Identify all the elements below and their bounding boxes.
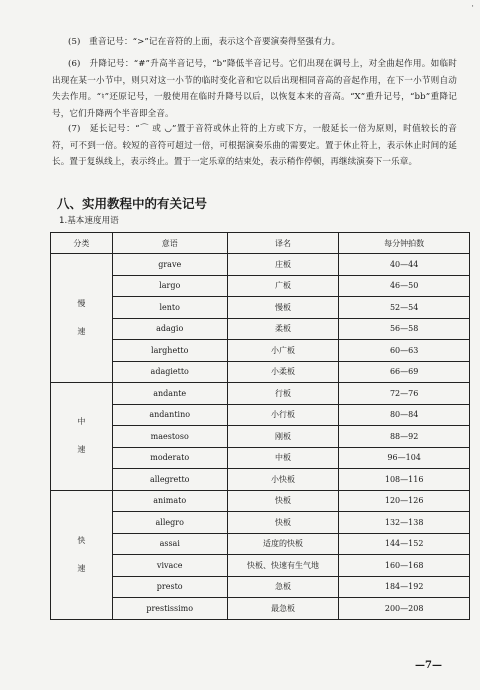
bpm-cell: 88—92 xyxy=(339,426,470,448)
table-row xyxy=(51,533,470,555)
translation-cell: 快板 xyxy=(227,490,339,512)
table-row xyxy=(51,361,470,383)
italian-term-cell: assai xyxy=(112,533,227,555)
bpm-cell: 108—116 xyxy=(339,469,470,491)
bpm-cell: 52—54 xyxy=(339,297,470,319)
paragraph-accidentals: (6) 升降记号：“#”升高半音记号，“b”降低半音记号。它们出现在调号上，对全曲起作用。如临时出现在某一小节中，则只对这一小节的临时变化音和它以后出现相同音高的音起作用，在下一小节则自动失去作用。“♮”还原记号，一般使用在临时升降号以后，以恢复本来的音高。“X”重升记号，“bb”重降记号，它们升降两个半音即全音。 xyxy=(52,59,457,119)
bpm-cell: 200—208 xyxy=(339,598,470,620)
italian-term-cell: lento xyxy=(112,297,227,319)
bpm-cell: 40—44 xyxy=(339,254,470,276)
italian-term-cell: adagio xyxy=(112,318,227,340)
italian-term-cell: vivace xyxy=(112,555,227,577)
category-char: 速 xyxy=(77,563,86,573)
subsection-title: 1.基本速度用语 xyxy=(59,216,119,226)
bpm-cell: 60—63 xyxy=(339,340,470,362)
table-row xyxy=(51,318,470,340)
table-row xyxy=(51,469,470,491)
bpm-cell: 56—58 xyxy=(339,318,470,340)
translation-cell: 广板 xyxy=(227,275,339,297)
table-row xyxy=(51,555,470,577)
table-header-row xyxy=(51,233,470,254)
bpm-cell: 66—69 xyxy=(339,361,470,383)
category-char: 速 xyxy=(77,445,86,455)
translation-cell: 慢板 xyxy=(227,297,339,319)
corner-mark: · xyxy=(471,2,474,12)
section-title: 八、实用教程中的有关记号 xyxy=(57,196,208,211)
table-row xyxy=(51,275,470,297)
paragraph-accent-mark: (5) 重音记号：“>”记在音符的上面，表示这个音要演奏得坚强有力。 xyxy=(68,37,341,47)
italian-term-cell: presto xyxy=(112,576,227,598)
italian-term-cell: andante xyxy=(112,383,227,405)
translation-cell: 庄板 xyxy=(227,254,339,276)
italian-term-cell: andantino xyxy=(112,404,227,426)
table-row xyxy=(51,447,470,469)
bpm-cell: 144—152 xyxy=(339,533,470,555)
italian-term-cell: moderato xyxy=(112,447,227,469)
translation-cell: 快板、快速有生气地 xyxy=(227,555,339,577)
translation-cell: 快板 xyxy=(227,512,339,534)
translation-cell: 适度的快板 xyxy=(227,533,339,555)
table-row xyxy=(51,512,470,534)
bpm-cell: 184—192 xyxy=(339,576,470,598)
category-char: 慢 xyxy=(77,299,86,308)
bpm-cell: 120—126 xyxy=(339,490,470,512)
category-cell xyxy=(51,490,113,619)
italian-term-cell: larghetto xyxy=(112,340,227,362)
category-cell xyxy=(51,254,113,383)
table-row xyxy=(51,297,470,319)
translation-cell: 小柔板 xyxy=(227,361,339,383)
page-number: —7— xyxy=(415,660,442,671)
bpm-cell: 80—84 xyxy=(339,404,470,426)
italian-term-cell: adagietto xyxy=(112,361,227,383)
italian-term-cell: largo xyxy=(112,275,227,297)
tempo-table xyxy=(50,232,470,620)
translation-cell: 小快板 xyxy=(227,469,339,491)
table-row xyxy=(51,340,470,362)
translation-cell: 小行板 xyxy=(227,404,339,426)
table-row xyxy=(51,490,470,512)
category-cell xyxy=(51,383,113,491)
italian-term-cell: allegro xyxy=(112,512,227,534)
italian-term-cell: prestissimo xyxy=(112,598,227,620)
table-row xyxy=(51,426,470,448)
translation-cell: 中板 xyxy=(227,447,339,469)
translation-cell: 柔板 xyxy=(227,318,339,340)
italian-term-cell: animato xyxy=(112,490,227,512)
translation-cell: 刚板 xyxy=(227,426,339,448)
italian-term-cell: maestoso xyxy=(112,426,227,448)
header-category: 分类 xyxy=(51,233,113,254)
table-body xyxy=(51,254,470,620)
paragraph-fermata: (7) 延长记号：“⌒ 或 ◡”置于音符或休止符的上方或下方，一般延长一倍为原则，时值较长的音符，可不到一倍。较短的音符可超过一倍，可根据演奏乐曲的需要定。置于休止符上，表示休止时间的延长。置于复纵线上，表示终止。置于一定乐章的结束处，表示稍作停顿，再继续演奏下一乐章。 xyxy=(52,124,457,167)
header-translation: 译名 xyxy=(227,233,339,254)
bpm-cell: 72—76 xyxy=(339,383,470,405)
table-row xyxy=(51,598,470,620)
category-char: 速 xyxy=(77,327,86,336)
bpm-cell: 160—168 xyxy=(339,555,470,577)
category-char: 中 xyxy=(77,417,86,427)
table-row xyxy=(51,254,470,276)
translation-cell: 行板 xyxy=(227,383,339,405)
italian-term-cell: grave xyxy=(112,254,227,276)
bpm-cell: 132—138 xyxy=(339,512,470,534)
table-row xyxy=(51,576,470,598)
translation-cell: 小广板 xyxy=(227,340,339,362)
category-char: 快 xyxy=(77,535,86,545)
bpm-cell: 96—104 xyxy=(339,447,470,469)
header-italian-term: 意语 xyxy=(112,233,227,254)
table-row xyxy=(51,404,470,426)
translation-cell: 最急板 xyxy=(227,598,339,620)
bpm-cell: 46—50 xyxy=(339,275,470,297)
table-row xyxy=(51,383,470,405)
translation-cell: 急板 xyxy=(227,576,339,598)
header-bpm: 每分钟拍数 xyxy=(339,233,470,254)
italian-term-cell: allegretto xyxy=(112,469,227,491)
